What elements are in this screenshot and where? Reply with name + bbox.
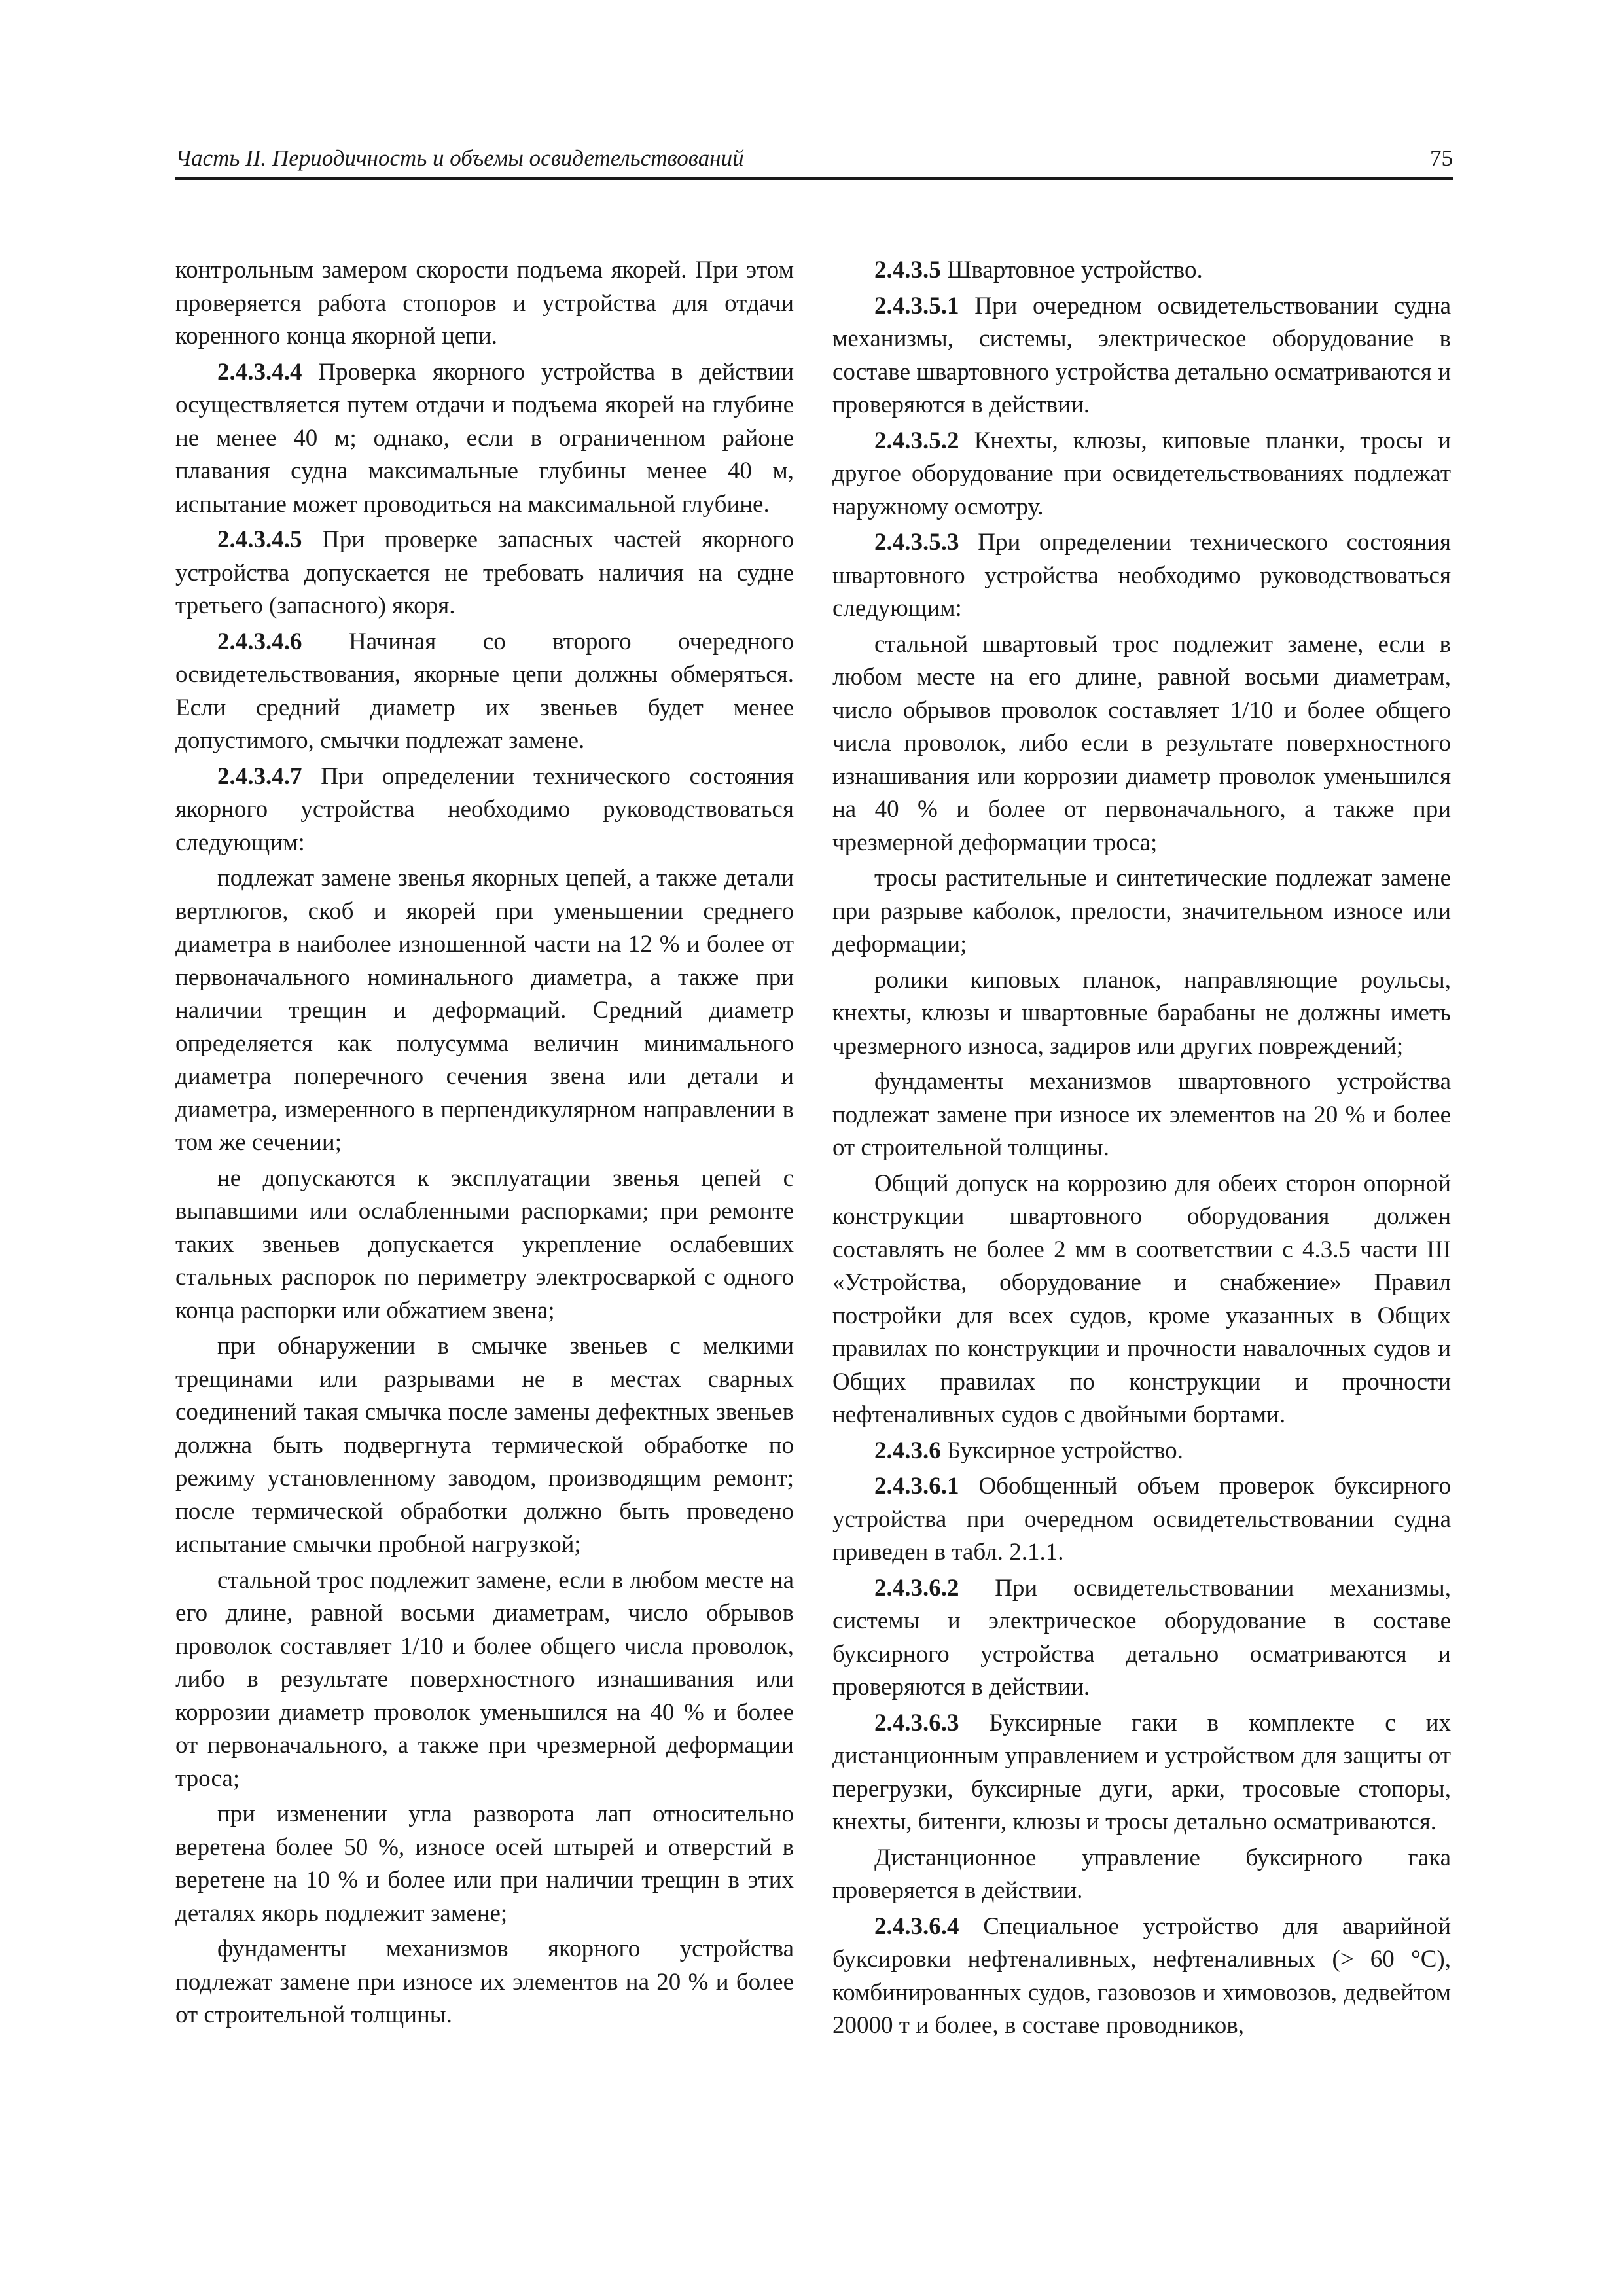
paragraph-text: Кнехты, клюзы, киповые планки, тросы и другое оборудование при освидетельствованиях подлежат наружному осмотру. (832, 427, 1451, 520)
paragraph-text: При определении технического состояния швартовного устройства необходимо руководствоваться следующим: (832, 529, 1452, 622)
paragraph (832, 425, 1451, 524)
paragraph (175, 1933, 794, 2032)
clause-number: 2.4.3.6 (874, 1437, 941, 1464)
clause-number: 2.4.3.5.1 (874, 292, 959, 319)
paragraph (175, 254, 794, 353)
clause-number: 2.4.3.6.4 (874, 1912, 959, 1940)
right-column (832, 254, 1451, 2045)
paragraph-text: При освидетельствовании механизмы, системы и электрическое оборудование в составе буксирного устройства детально осматриваются и проверяются в действии. (832, 1574, 1451, 1700)
paragraph-text: тросы растительные и синтетические подлежат замене при разрыве каболок, прелости, значительном износе или деформации; (832, 865, 1451, 958)
paragraph (175, 761, 794, 860)
paragraph (832, 1066, 1451, 1165)
paragraph (832, 964, 1451, 1064)
paragraph-text: Начиная со второго очередного освидетельствования, якорные цепи должны обмеряться. Если средний диаметр их звеньев будет менее допустимого, смычки подлежат замене. (175, 628, 794, 754)
paragraph-text: Буксирное устройство. (947, 1437, 1183, 1464)
paragraph (832, 290, 1451, 422)
page-number: 75 (1430, 145, 1453, 171)
left-column (175, 254, 794, 2035)
paragraph (832, 526, 1451, 626)
paragraph-text: Специальное устройство для аварийной буксировки нефтеналивных, нефтеналивных (> 60 °С), комбинированных судов, газовозов и химовозов, дедвейтом 20000 т и более, в составе проводников, (832, 1912, 1451, 2039)
paragraph (832, 1910, 1451, 2043)
clause-number: 2.4.3.4.7 (217, 762, 302, 790)
paragraph-text: подлежат замене звенья якорных цепей, а также детали вертлюгов, скоб и якорей при уменьшении среднего диаметра в наиболее изношенной части на 12 % и более от первоначального номинального диаметра, а также при наличии трещин и деформаций. Средний диаметр определяется как полусумма величин минимального диаметра поперечного сечения звена или детали и диаметра, измеренного в перпендикулярном направлении в том же сечении; (175, 865, 794, 1156)
paragraph (175, 356, 794, 522)
header-rule (175, 177, 1453, 180)
clause-number: 2.4.3.4.5 (217, 526, 302, 553)
paragraph (832, 862, 1451, 961)
paragraph-text: контрольным замером скорости подъема якорей. При этом проверяется работа стопоров и устройства для отдачи коренного конца якорной цепи. (175, 257, 794, 350)
paragraph (832, 1168, 1451, 1432)
paragraph-text: При проверке запасных частей якорного устройства допускается не требовать наличия на судне третьего (запасного) якоря. (175, 526, 794, 619)
paragraph-text: при изменении угла разворота лап относительно веретена более 50 %, износе осей штырей и отверстий в веретене на 10 % и более или при наличии трещин в этих деталях якорь подлежит замене; (175, 1801, 794, 1927)
clause-number: 2.4.3.4.4 (217, 358, 302, 386)
clause-number: 2.4.3.5 (874, 257, 941, 283)
paragraph-text: При определении технического состояния якорного устройства необходимо руководствоваться следующим: (175, 762, 794, 856)
clause-number: 2.4.3.6.3 (874, 1709, 959, 1736)
running-header (175, 145, 1453, 177)
paragraph (832, 254, 1451, 287)
paragraph (832, 1707, 1451, 1839)
clause-number: 2.4.3.5.2 (874, 427, 959, 454)
paragraph (832, 628, 1451, 860)
paragraph (175, 1564, 794, 1796)
paragraph (175, 1798, 794, 1930)
paragraph (832, 1435, 1451, 1468)
paragraph-text: Проверка якорного устройства в действии осуществляется путем отдачи и подъема якорей на глубине не менее 40 м; однако, если в ограниченном районе плавания судна максимальные глубины менее 40 м, испытание может проводиться на максимальной глубине. (175, 358, 794, 518)
paragraph-text: фундаменты механизмов швартовного устройства подлежат замене при износе их элементов на 20 % и более от строительной толщины. (832, 1068, 1451, 1161)
paragraph (832, 1470, 1451, 1570)
paragraph (832, 1572, 1451, 1704)
paragraph-text: ролики киповых планок, направляющие роульсы, кнехты, клюзы и швартовные барабаны не должны иметь чрезмерного износа, задиров или других повреждений; (832, 966, 1451, 1060)
paragraph-text: при обнаружении в смычке звеньев с мелкими трещинами или разрывами не в местах сварных соединений такая смычка после замены дефектных звеньев должна быть подвергнута термической обработке по режиму установленному заводом, производящим ремонт; после термической обработки должно быть проведено испытание смычки пробной нагрузкой; (175, 1333, 794, 1558)
paragraph (175, 626, 794, 758)
paragraph (175, 1330, 794, 1562)
paragraph-text: не допускаются к эксплуатации звенья цепей с выпавшими или ослабленными распорками; при ремонте таких звеньев допускается укрепление ослабевших стальных распорок по периметру электросваркой с одного конца распорки или обжатием звена; (175, 1164, 794, 1324)
paragraph (832, 1842, 1451, 1908)
paragraph-text: Дистанционное управление буксирного гака проверяется в действии. (832, 1844, 1451, 1904)
paragraph-text: Обобщенный объем проверок буксирного устройства при очередном освидетельствовании судна приведен в табл. 2.1.1. (832, 1473, 1451, 1566)
paragraph (175, 862, 794, 1160)
paragraph-text: стальной швартовый трос подлежит замене, если в любом месте на его длине, равной восьми диаметрам, число обрывов проволок составляет 1/10 и более общего числа проволок, либо если в результате поверхностного изнашивания или коррозии диаметр проволок уменьшился на 40 % и более от первоначального, а также при чрезмерной деформации троса; (832, 630, 1451, 856)
paragraph (175, 1162, 794, 1328)
paragraph (175, 524, 794, 623)
clause-number: 2.4.3.4.6 (217, 628, 302, 655)
paragraph-text: Буксирные гаки в комплекте с их дистанционным управлением и устройством для защиты от перегрузки, буксирные дуги, арки, тросовые стопоры, кнехты, битенги, клюзы и тросы детально осматриваются. (832, 1709, 1452, 1835)
paragraph-text: Швартовное устройство. (947, 257, 1203, 283)
header-title: Часть II. Периодичность и объемы освидетельствований (175, 145, 744, 171)
paragraph-text: фундаменты механизмов якорного устройства подлежат замене при износе их элементов на 20 % и более от строительной толщины. (175, 1935, 794, 2028)
paragraph-text: Общий допуск на коррозию для обеих сторон опорной конструкции швартовного оборудования должен составлять не более 2 мм в соответствии с 4.3.5 части III «Устройства, оборудование и снабжение» Правил постройки для всех судов, кроме указанных в Общих правилах по конструкции и прочности навалочных судов и Общих правилах по конструкции и прочности нефтеналивных судов с двойными бортами. (832, 1170, 1451, 1428)
paragraph-text: При очередном освидетельствовании судна механизмы, системы, электрическое оборудование в составе швартовного устройства детально осматриваются и проверяются в действии. (832, 292, 1451, 418)
clause-number: 2.4.3.6.2 (874, 1574, 959, 1602)
paragraph-text: стальной трос подлежит замене, если в любом месте на его длине, равной восьми диаметрам, число обрывов проволок составляет 1/10 и более общего числа проволок, либо в результате поверхностного изнашивания или коррозии диаметр проволок уменьшился на 40 % и более от первоначального, а также при чрезмерной деформации троса; (175, 1566, 794, 1792)
clause-number: 2.4.3.6.1 (874, 1473, 959, 1499)
clause-number: 2.4.3.5.3 (874, 529, 959, 556)
